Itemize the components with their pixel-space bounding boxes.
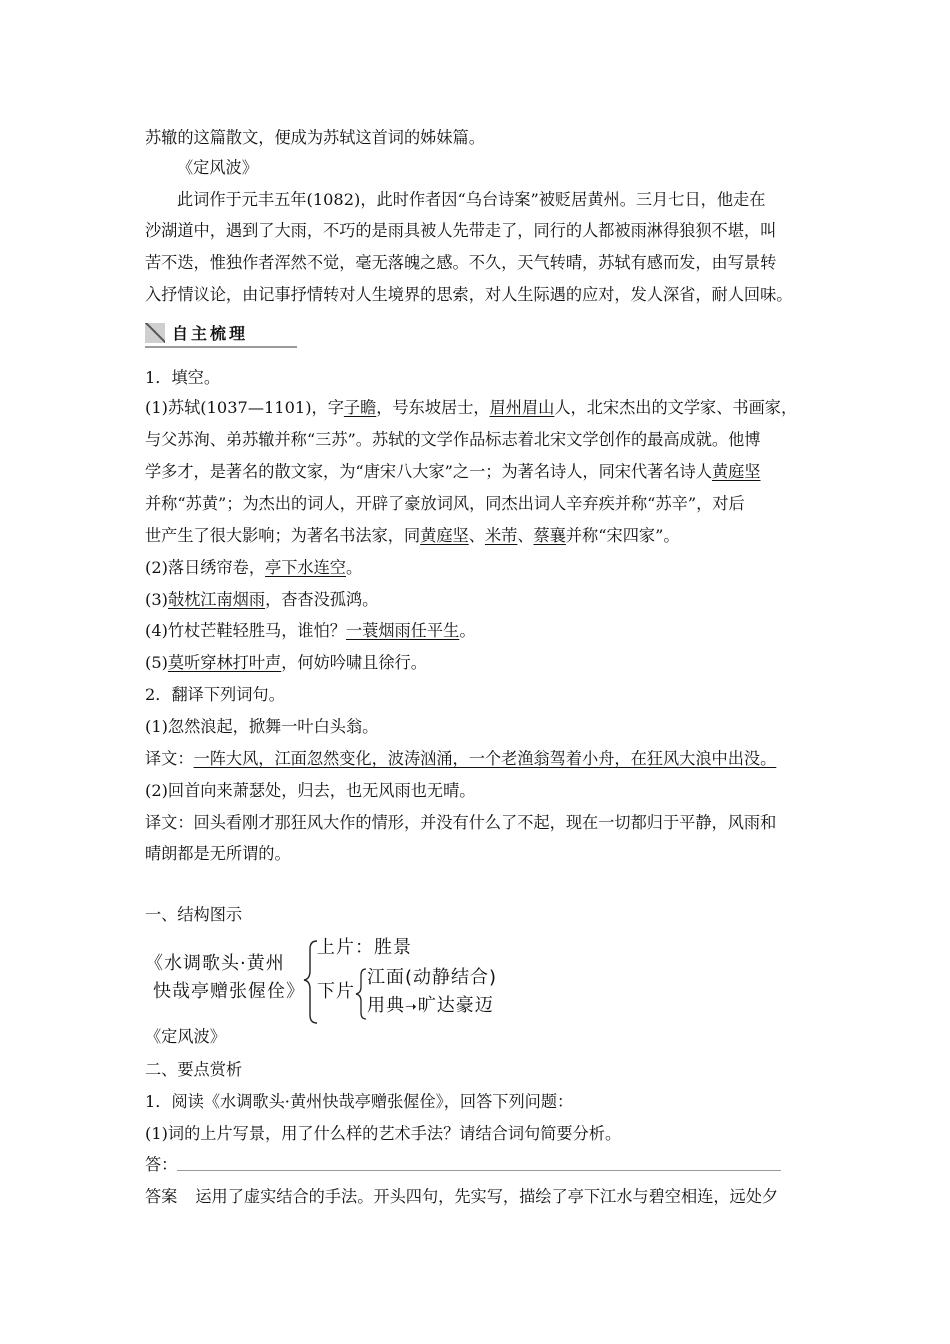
text: 并称“宋四家”。: [565, 526, 680, 545]
text: (3): [145, 590, 168, 609]
text: ，号东坡居士，: [376, 398, 490, 417]
part2-title: 二、要点赏析: [145, 1060, 243, 1079]
q3-title: 1．阅读《水调歌头·黄州快哉亭赠张偓佺》，回答下列问题：: [145, 1092, 574, 1111]
q1-p1-line1: [145, 398, 810, 418]
diagram-lower: 下片: [317, 981, 355, 1002]
intro-line-1: 苏辙的这篇散文，便成为苏轼这首词的姊妹篇。: [145, 128, 485, 147]
text: 、: [517, 526, 534, 545]
q1-p5: [145, 653, 810, 673]
diagram-left-line1: 《水调歌头·黄州: [145, 953, 285, 974]
q2-title: 2．翻译下列词句。: [145, 685, 285, 704]
q1-p3: [145, 590, 810, 610]
q3-sub: (1)词的上片写景，用了什么样的艺术手法？请结合词句简要分析。: [145, 1124, 622, 1143]
text: ，何妨吟啸且徐行。: [281, 653, 427, 672]
q2-s1: (1)忽然浪起，掀舞一叶白头翁。: [145, 717, 379, 736]
answer-blank: 一阵大风，江面忽然变化，波涛汹涌，一个老渔翁驾着小舟，在狂风大浪中出没。: [193, 749, 777, 768]
answer-blank: 黄庭坚: [711, 462, 761, 481]
answer-blank: 子瞻: [343, 398, 377, 417]
dingfengbo-label: 《定风波》: [145, 1027, 226, 1046]
diagram-lower-a: 江面(动静结合): [367, 967, 498, 988]
text: 、: [468, 526, 485, 545]
text: 世产生了很大影响；为著名书法家，同: [145, 526, 421, 545]
section-title: 自主梳理: [172, 324, 249, 343]
text: 。: [346, 558, 363, 577]
q1-p1-line4: 并称“苏黄”；为杰出的词人，开辟了豪放词风，同杰出词人辛弃疾并称“苏辛”，对后: [145, 494, 745, 513]
section-header: [145, 320, 297, 350]
part1-title: 一、结构图示: [145, 905, 243, 924]
answer-blank: 眉州眉山: [489, 398, 555, 417]
q1-p1-line3: [145, 462, 810, 482]
q2-t1: [145, 749, 810, 769]
answer-blank: 一蓑烟雨任平生: [346, 621, 460, 640]
text: (1)苏轼(1037—1101)，字: [145, 398, 344, 417]
text: 用典: [367, 995, 405, 1016]
diagram-left-line2: 快哉亭赠张偓佺》: [153, 981, 305, 1002]
answer-blank: 黄庭坚: [420, 526, 469, 545]
key-text: 运用了虚实结合的手法。开头四句，先实写，描绘了亭下江水与碧空相连，远处夕: [195, 1187, 779, 1206]
q1-p2: [145, 558, 810, 578]
text: 学多才，是著名的散文家，为“唐宋八大家”之一；为著名诗人，同宋代著名诗人: [145, 462, 712, 481]
intro-line-3: 此词作于元丰五年(1082)，此时作者因“乌台诗案”被贬居黄州。三月七日，他走在: [177, 190, 766, 209]
answer-blank: 莫听穿林打叶声: [167, 653, 282, 672]
intro-line-4: 沙湖道中，遇到了大雨，不巧的是雨具被人先带走了，同行的人都被雨淋得狼狈不堪，叫: [145, 221, 777, 240]
answer-line: [177, 1170, 781, 1171]
q2-s2: (2)回首向来萧瑟处，归去，也无风雨也无晴。: [145, 781, 476, 800]
text: 译文：: [145, 749, 194, 768]
text: ，杳杳没孤鸿。: [265, 590, 379, 609]
key-label: 答案: [145, 1187, 178, 1206]
intro-line-5: 苦不迭，惟独作者浑然不觉，毫无落魄之感。不久，天气转晴，苏轼有感而发，由写景转: [145, 253, 777, 272]
answer-blank: 蔡襄: [533, 526, 566, 545]
dingfengbo-heading: 《定风波》: [177, 158, 258, 177]
q3-answer-label: 答：: [145, 1155, 178, 1174]
answer-blank: 米芾: [484, 526, 518, 545]
q2-t2-line2: 晴朗都是无所谓的。: [145, 844, 291, 863]
q1-p1-line2: 与父苏洵、弟苏辙并称“三苏”。苏轼的文学作品标志着北宋文学创作的最高成就。他博: [145, 430, 761, 449]
q1-p1-line5: [145, 526, 810, 546]
text: (5): [145, 653, 168, 672]
structure-diagram: [145, 935, 545, 1025]
text: (2)落日绣帘卷，: [145, 558, 266, 577]
text: 旷达豪迈: [417, 995, 494, 1016]
q1-title: 1．填空。: [145, 368, 221, 387]
answer-blank: 亭下水连空: [265, 558, 346, 577]
q1-p4: [145, 621, 810, 641]
text: 。: [459, 621, 476, 640]
arrow-right-icon: ➝: [405, 999, 418, 1015]
intro-line-6: 入抒情议论，由记事抒情转对人生境界的思索，对人生际遇的应对，发人深省，耐人回味。: [145, 285, 793, 304]
q3-key: [145, 1187, 810, 1207]
diagram-upper: 上片：胜景: [317, 937, 412, 958]
text: (4)竹杖芒鞋轻胜马，谁怕？: [145, 621, 346, 640]
diagram-lower-b: [367, 995, 494, 1018]
section-marker-icon: [145, 323, 165, 343]
answer-blank: 敧枕江南烟雨: [167, 590, 266, 609]
text: 人，北宋杰出的文学家、书画家，: [554, 398, 798, 417]
section-rule: [145, 346, 297, 348]
q2-t2-line1: 译文：回头看刚才那狂风大作的情形，并没有什么了不起，现在一切都归于平静，风雨和: [145, 813, 777, 832]
